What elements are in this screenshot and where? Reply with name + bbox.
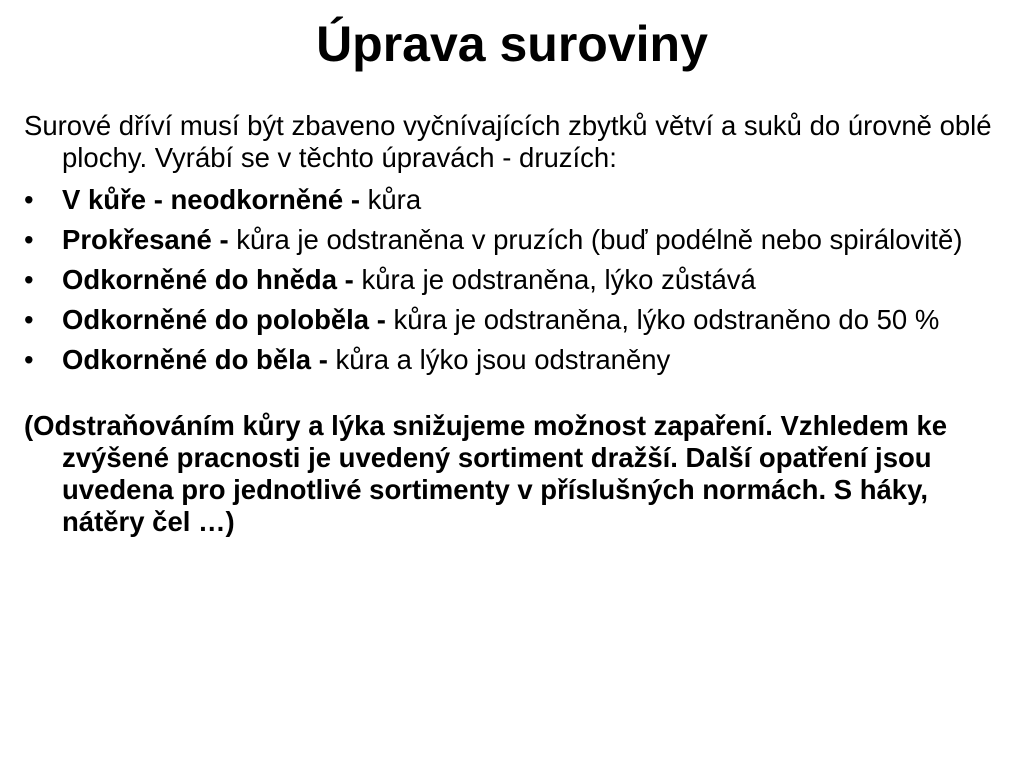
bullet-description: kůra je odstraněna, lýko odstraněno do 50 % [393, 304, 940, 335]
bullet-term: V kůře - neodkorněné - [62, 184, 368, 215]
list-item [24, 184, 1014, 216]
slide-title: Úprava suroviny [316, 16, 708, 72]
bullet-description: kůra [367, 184, 422, 215]
list-item [24, 304, 1014, 336]
bullet-term: Odkorněné do hněda - [62, 264, 362, 295]
list-item [24, 264, 1014, 296]
bullet-icon: • [24, 224, 34, 255]
bullet-term: Odkorněné do poloběla - [62, 304, 394, 335]
bullet-description: kůra je odstraněna, lýko zůstává [361, 264, 756, 295]
bullet-description: kůra je odstraněna v pruzích (buď podélně nebo spirálovitě) [236, 224, 963, 255]
intro-paragraph: Surové dříví musí být zbaveno vyčnívajících zbytků větví a suků do úrovně oblé plochy. Vyrábí se v těchto úpravách - druzích: [24, 110, 992, 173]
list-item [24, 344, 1014, 376]
list-item [24, 224, 1014, 256]
bullet-icon: • [24, 344, 34, 375]
bullet-icon: • [24, 304, 34, 335]
bullet-icon: • [24, 264, 34, 295]
slide-body [24, 110, 1014, 546]
note-paragraph: (Odstraňováním kůry a lýka snižujeme možnost zapaření. Vzhledem ke zvýšené pracnosti je uvedený sortiment dražší. Další opatření jsou uvedena pro jednotlivé sortimenty v příslušných normách. S háky, nátěry čel …) [24, 410, 948, 537]
bullet-list [24, 184, 1014, 376]
bullet-term: Prokřesané - [62, 224, 237, 255]
bullet-term: Odkorněné do běla - [62, 344, 336, 375]
bullet-icon: • [24, 184, 34, 215]
bullet-description: kůra a lýko jsou odstraněny [335, 344, 671, 375]
